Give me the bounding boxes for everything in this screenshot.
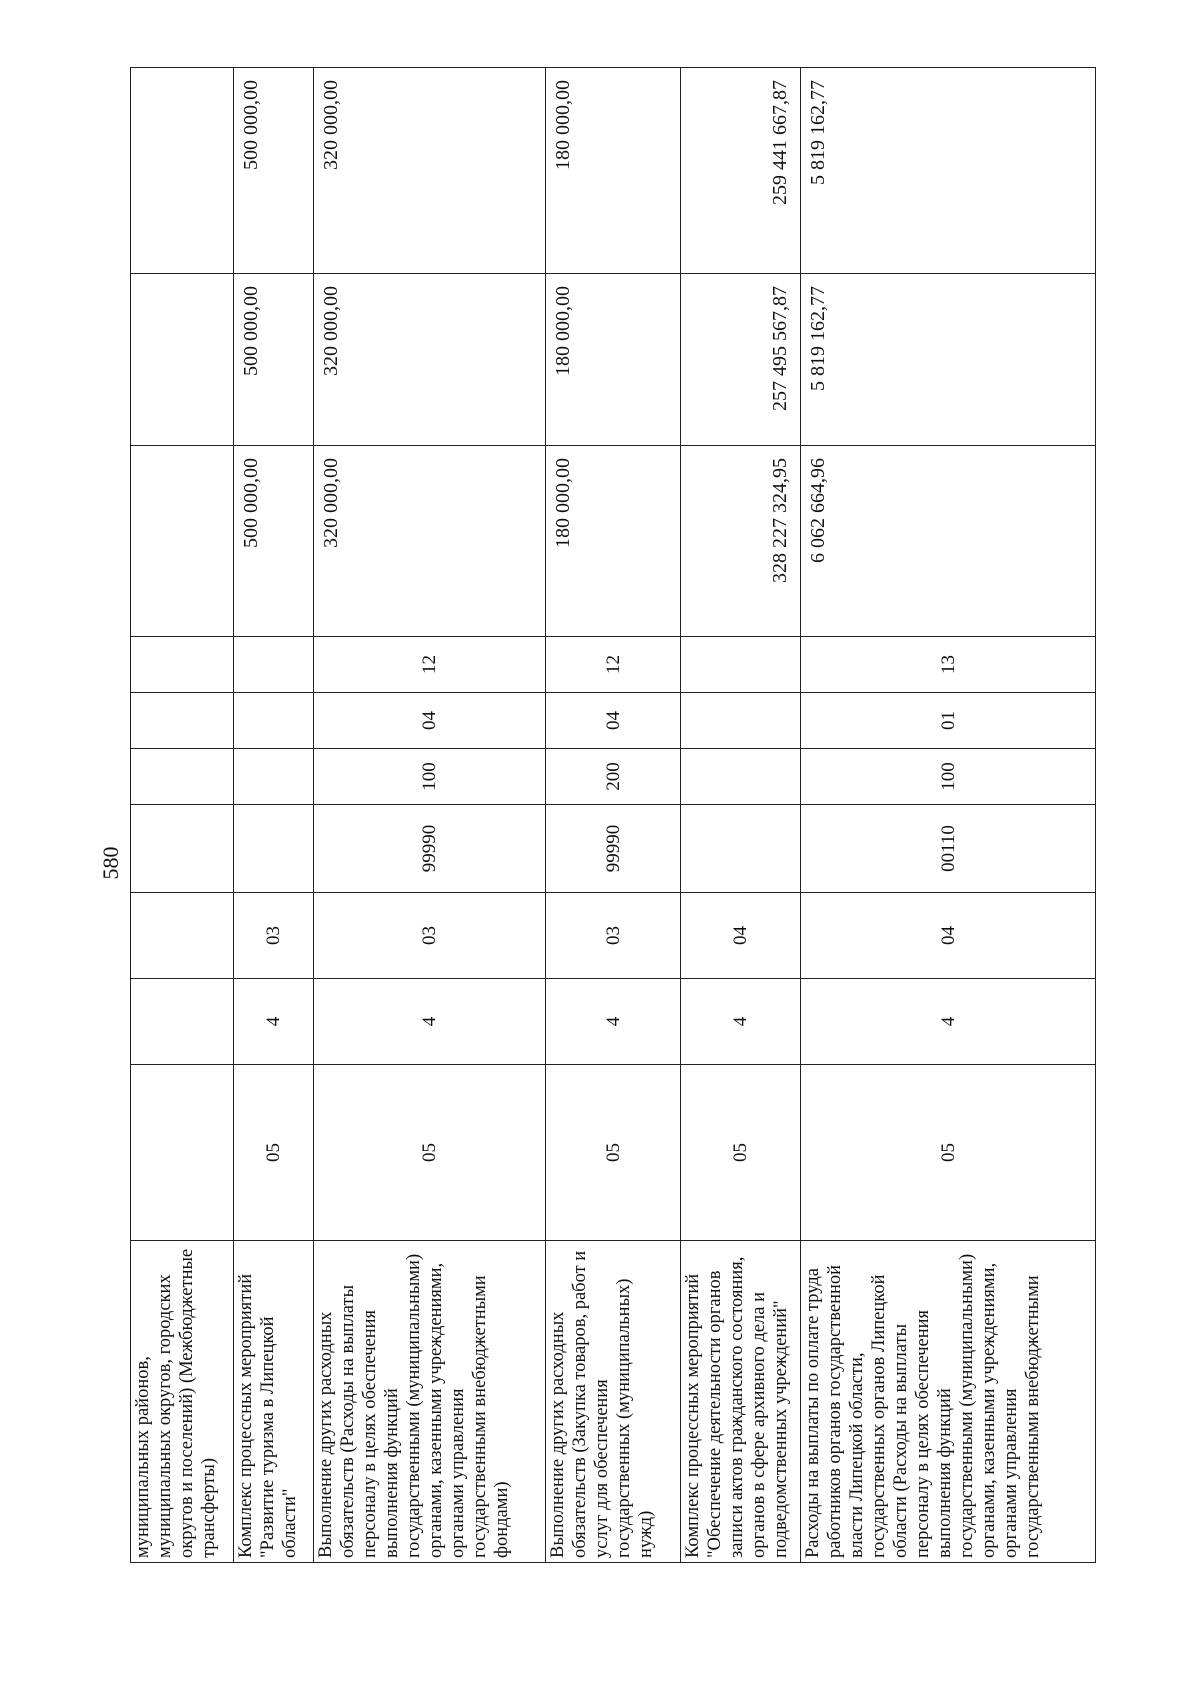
row-name: Выполнение других расходных обязательств (Расходы на выплаты персоналу в целях обеспечения выполнения функций государственными (муниципальными) органами, казенными учреждениями, органами управления государственными внебюджетными фондами) xyxy=(314,1241,546,1563)
cell-sum-1: 320 000,00 xyxy=(314,446,546,637)
cell-code-6: 04 xyxy=(546,693,681,749)
cell-code-3: 03 xyxy=(234,893,314,979)
cell-code-2: 4 xyxy=(801,979,1096,1065)
cell-code-7: 12 xyxy=(546,637,681,693)
cell-code-6: 04 xyxy=(314,693,546,749)
cell-code-2 xyxy=(131,979,234,1065)
cell-sum-1: 6 062 664,96 xyxy=(801,446,1096,637)
row-name: муниципальных районов, муниципальных округов, городских округов и поселений) (Межбюджетные трансферты) xyxy=(131,1241,234,1563)
cell-code-4 xyxy=(131,805,234,893)
cell-code-7: 13 xyxy=(801,637,1096,693)
cell-code-4 xyxy=(681,805,801,893)
cell-sum-2: 500 000,00 xyxy=(234,274,314,446)
cell-code-4 xyxy=(234,805,314,893)
cell-code-5 xyxy=(681,749,801,805)
cell-code-1 xyxy=(131,1065,234,1241)
cell-sum-3: 320 000,00 xyxy=(314,68,546,274)
cell-sum-1: 328 227 324,95 xyxy=(681,446,801,637)
row-name: Комплекс процессных мероприятий "Развитие туризма в Липецкой области" xyxy=(234,1241,314,1563)
cell-code-1: 05 xyxy=(546,1065,681,1241)
cell-sum-2: 5 819 162,77 xyxy=(801,274,1096,446)
table-row xyxy=(234,68,314,1563)
cell-sum-3: 259 441 667,87 xyxy=(681,68,801,274)
page-number: 580 xyxy=(98,846,123,880)
cell-code-6: 01 xyxy=(801,693,1096,749)
cell-sum-2: 320 000,00 xyxy=(314,274,546,446)
cell-code-4: 00110 xyxy=(801,805,1096,893)
row-name: Расходы на выплаты по оплате труда работников органов государственной власти Липецкой области, государственных органов Липецкой области (Расходы на выплаты персоналу в целях обеспечения выполнения функций государственными (муниципальными) органами, казенными учреждениями, органами управления государственными внебюджетными xyxy=(801,1241,1096,1563)
cell-code-2: 4 xyxy=(681,979,801,1065)
cell-code-6 xyxy=(234,693,314,749)
cell-code-1: 05 xyxy=(234,1065,314,1241)
cell-sum-1: 500 000,00 xyxy=(234,446,314,637)
table-row xyxy=(131,68,234,1563)
cell-sum-3 xyxy=(131,68,234,274)
cell-sum-2: 257 495 567,87 xyxy=(681,274,801,446)
cell-code-1: 05 xyxy=(801,1065,1096,1241)
table-row xyxy=(801,68,1096,1563)
cell-code-5: 100 xyxy=(801,749,1096,805)
cell-code-5 xyxy=(234,749,314,805)
cell-code-3: 04 xyxy=(681,893,801,979)
cell-code-3: 03 xyxy=(314,893,546,979)
table-row xyxy=(314,68,546,1563)
cell-code-7: 12 xyxy=(314,637,546,693)
table-row xyxy=(681,68,801,1563)
cell-code-6 xyxy=(681,693,801,749)
cell-sum-1 xyxy=(131,446,234,637)
cell-code-7 xyxy=(131,637,234,693)
cell-code-7 xyxy=(681,637,801,693)
row-name: Выполнение других расходных обязательств (Закупка товаров, работ и услуг для обеспечения государственных (муниципальных) нужд) xyxy=(546,1241,681,1563)
cell-code-5: 200 xyxy=(546,749,681,805)
cell-code-1: 05 xyxy=(314,1065,546,1241)
cell-sum-3: 180 000,00 xyxy=(546,68,681,274)
cell-code-5: 100 xyxy=(314,749,546,805)
cell-code-1: 05 xyxy=(681,1065,801,1241)
cell-code-4: 99990 xyxy=(546,805,681,893)
cell-code-7 xyxy=(234,637,314,693)
cell-sum-2 xyxy=(131,274,234,446)
cell-code-3: 04 xyxy=(801,893,1096,979)
cell-code-3 xyxy=(131,893,234,979)
cell-code-2: 4 xyxy=(234,979,314,1065)
cell-sum-2: 180 000,00 xyxy=(546,274,681,446)
row-name: Комплекс процессных мероприятий "Обеспечение деятельности органов записи актов гражданского состояния, органов в сфере архивного дела и подведомственных учреждений" xyxy=(681,1241,801,1563)
cell-sum-3: 5 819 162,77 xyxy=(801,68,1096,274)
cell-code-5 xyxy=(131,749,234,805)
table-row xyxy=(546,68,681,1563)
cell-code-2: 4 xyxy=(546,979,681,1065)
rotated-table-container xyxy=(130,68,1095,1563)
cell-code-3: 03 xyxy=(546,893,681,979)
cell-code-6 xyxy=(131,693,234,749)
cell-sum-3: 500 000,00 xyxy=(234,68,314,274)
budget-table xyxy=(130,67,1096,1563)
cell-sum-1: 180 000,00 xyxy=(546,446,681,637)
cell-code-4: 99990 xyxy=(314,805,546,893)
cell-code-2: 4 xyxy=(314,979,546,1065)
